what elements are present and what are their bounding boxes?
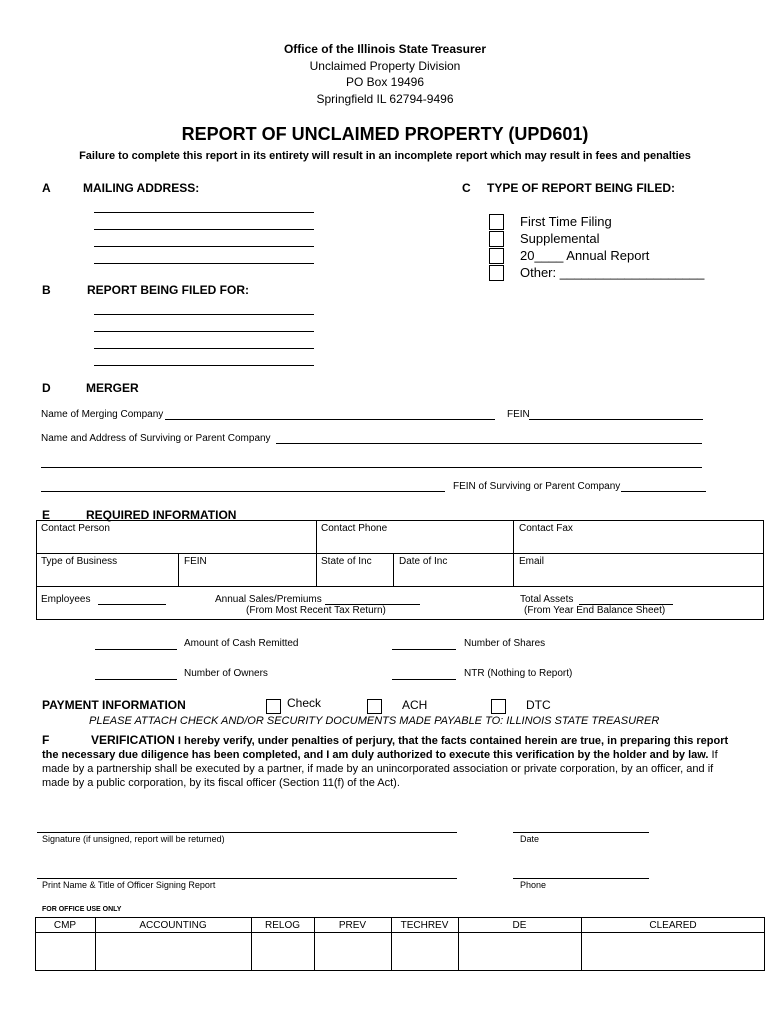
- employees-field[interactable]: [98, 604, 166, 605]
- section-f-letter: F: [42, 733, 50, 747]
- employees-label: Employees: [41, 594, 91, 605]
- supplemental-label: Supplemental: [520, 231, 600, 246]
- verification-heading: VERIFICATION: [91, 733, 175, 747]
- filed-for-line-3[interactable]: [94, 348, 314, 349]
- surviving-company-label: Name and Address of Surviving or Parent Company: [41, 433, 271, 444]
- merger-heading: MERGER: [86, 381, 139, 395]
- total-assets-label: Total Assets: [520, 594, 574, 605]
- contact-person-label[interactable]: Contact Person: [41, 523, 110, 534]
- dtc-label: DTC: [526, 698, 551, 712]
- state-of-inc-label[interactable]: State of Inc: [321, 556, 372, 567]
- col-divider-1: [316, 520, 317, 586]
- office-col-cleared: CLEARED: [649, 920, 697, 931]
- print-name-label: Print Name & Title of Officer Signing Report: [42, 880, 216, 890]
- mailing-address-line-2[interactable]: [94, 229, 314, 230]
- city-state-zip: Springfield IL 62794-9496: [316, 92, 454, 106]
- ntr-label: NTR (Nothing to Report): [464, 668, 573, 679]
- fein-label[interactable]: FEIN: [184, 556, 207, 567]
- first-time-filing-label: First Time Filing: [520, 214, 612, 229]
- check-label: Check: [287, 696, 322, 710]
- surviving-address-field-2[interactable]: [41, 491, 445, 492]
- number-of-shares-field[interactable]: [392, 649, 456, 650]
- report-filed-for-heading: REPORT BEING FILED FOR:: [87, 283, 249, 297]
- row-divider-1: [36, 553, 764, 554]
- contact-fax-label[interactable]: Contact Fax: [519, 523, 573, 534]
- warning-text: Failure to complete this report in its entirety will result in an incomplete report which may result in fees and penalties: [79, 150, 691, 162]
- ntr-field[interactable]: [392, 679, 456, 680]
- surviving-fein-label: FEIN of Surviving or Parent Company: [453, 481, 621, 492]
- verification-paragraph: [42, 733, 732, 790]
- office-use-header-divider: [35, 932, 765, 933]
- type-of-business-label[interactable]: Type of Business: [41, 556, 118, 567]
- row-divider-2: [36, 586, 764, 587]
- section-c-letter: C: [462, 181, 471, 195]
- merging-fein-label: FEIN: [507, 409, 530, 420]
- surviving-company-field[interactable]: [276, 443, 702, 444]
- page-title: REPORT OF UNCLAIMED PROPERTY (UPD601): [181, 124, 589, 144]
- office-col-de: DE: [512, 920, 527, 931]
- signature-field[interactable]: [37, 832, 457, 833]
- required-info-heading: REQUIRED INFORMATION: [86, 508, 237, 522]
- phone-label: Phone: [520, 880, 547, 890]
- ach-label: ACH: [402, 698, 428, 712]
- annual-sales-note: (From Most Recent Tax Return): [246, 605, 386, 616]
- email-label[interactable]: Email: [519, 556, 545, 567]
- report-type-heading: TYPE OF REPORT BEING FILED:: [487, 181, 676, 195]
- verification-bold-text: I hereby verify, under penalties of perjury, that the facts contained herein are true, in preparing this report the necessary due diligence has been completed, and I am duly authorized to execute this verification by the holder and by law.: [42, 735, 729, 761]
- agency-name: Office of the Illinois State Treasurer: [283, 42, 487, 56]
- office-use-label: FOR OFFICE USE ONLY: [42, 906, 122, 913]
- other-checkbox[interactable]: [489, 265, 504, 281]
- phone-field[interactable]: [513, 878, 649, 879]
- mailing-address-line-3[interactable]: [94, 246, 314, 247]
- section-a-letter: A: [42, 181, 51, 195]
- section-b-letter: B: [42, 283, 51, 297]
- col-divider-3: [178, 553, 179, 586]
- col-divider-2: [513, 520, 514, 586]
- mailing-address-heading: MAILING ADDRESS:: [83, 181, 200, 195]
- date-field[interactable]: [513, 832, 649, 833]
- merging-fein-field[interactable]: [529, 419, 703, 420]
- date-of-inc-label[interactable]: Date of Inc: [399, 556, 448, 567]
- payment-info-heading: PAYMENT INFORMATION: [42, 698, 186, 712]
- division-name: Unclaimed Property Division: [309, 59, 461, 73]
- annual-sales-label: Annual Sales/Premiums: [215, 594, 322, 605]
- cash-remitted-label: Amount of Cash Remitted: [184, 638, 299, 649]
- po-box: PO Box 19496: [345, 75, 425, 89]
- other-label: Other: ____________________: [520, 265, 705, 280]
- annual-report-label: 20____ Annual Report: [520, 248, 650, 263]
- office-col-techrev: TECHREV: [400, 920, 449, 931]
- office-col-relog: RELOG: [264, 920, 300, 931]
- mailing-address-line-1[interactable]: [94, 212, 314, 213]
- filed-for-line-1[interactable]: [94, 314, 314, 315]
- first-time-filing-checkbox[interactable]: [489, 214, 504, 230]
- payment-note: PLEASE ATTACH CHECK AND/OR SECURITY DOCUMENTS MADE PAYABLE TO: ILLINOIS STATE TREASURER: [89, 715, 660, 727]
- ach-checkbox[interactable]: [367, 699, 382, 714]
- contact-phone-label[interactable]: Contact Phone: [321, 523, 388, 534]
- surviving-address-field[interactable]: [41, 467, 702, 468]
- number-of-owners-field[interactable]: [95, 679, 177, 680]
- number-of-owners-label: Number of Owners: [184, 668, 268, 679]
- section-d-letter: D: [42, 381, 51, 395]
- office-col-prev: PREV: [338, 920, 367, 931]
- signature-label: Signature (if unsigned, report will be returned): [42, 834, 225, 844]
- mailing-address-line-4[interactable]: [94, 263, 314, 264]
- date-label: Date: [520, 834, 540, 844]
- dtc-checkbox[interactable]: [491, 699, 506, 714]
- surviving-fein-field[interactable]: [621, 491, 706, 492]
- filed-for-line-2[interactable]: [94, 331, 314, 332]
- total-assets-note: (From Year End Balance Sheet): [524, 605, 666, 616]
- annual-report-checkbox[interactable]: [489, 248, 504, 264]
- supplemental-checkbox[interactable]: [489, 231, 504, 247]
- section-e-letter: E: [42, 508, 51, 522]
- office-col-cmp: CMP: [53, 920, 77, 931]
- filed-for-line-4[interactable]: [94, 365, 314, 366]
- check-checkbox[interactable]: [266, 699, 281, 714]
- number-of-shares-label: Number of Shares: [464, 638, 546, 649]
- verification-normal-text: If made by a partnership shall be executed by a partner, if made by an unincorporated association or private corporation, by an officer, and if made by a public corporation, by its fiscal officer (Section 11(f) of the Act).: [42, 749, 718, 789]
- merging-company-label: Name of Merging Company: [41, 409, 164, 420]
- office-col-accounting: ACCOUNTING: [139, 920, 207, 931]
- cash-remitted-field[interactable]: [95, 649, 177, 650]
- merging-company-field[interactable]: [165, 419, 495, 420]
- col-divider-4: [393, 553, 394, 586]
- print-name-field[interactable]: [37, 878, 457, 879]
